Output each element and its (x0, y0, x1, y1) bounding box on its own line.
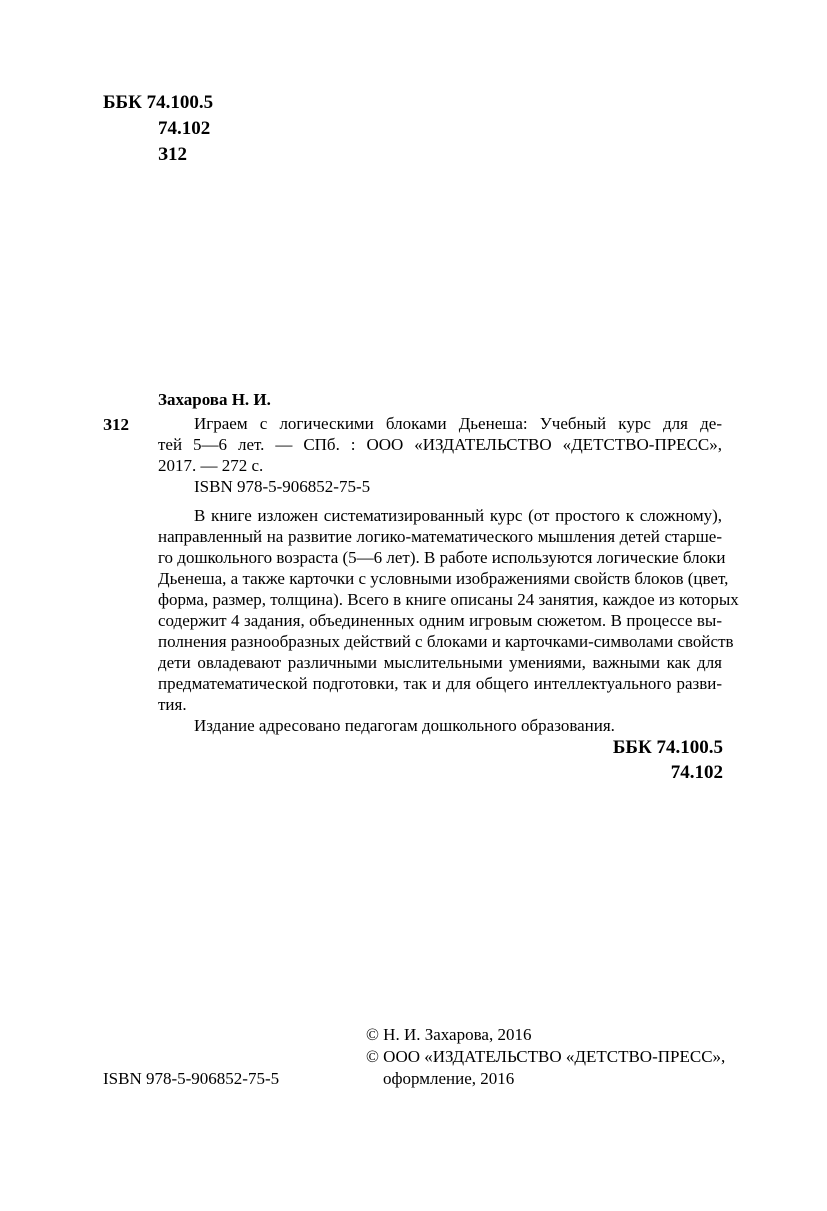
annotation-line: дети овладевают различными мыслительными умениями, важными как для (158, 653, 722, 672)
audience-line: Издание адресовано педагогам дошкольного образования. (194, 716, 615, 735)
annotation-line: тия. (158, 695, 187, 714)
title-line: 2017. — 272 с. (158, 456, 264, 475)
bbk-code-main-bottom: ББК 74.100.5 (612, 737, 723, 758)
author-sign-top: З12 (158, 144, 188, 165)
bbk-code-main: ББК 74.100.5 (103, 92, 214, 113)
title-line: тей 5—6 лет. — СПб. : ООО «ИЗДАТЕЛЬСТВО «ДЕТСТВО-ПРЕСС», (158, 435, 722, 454)
isbn-bottom: ISBN 978-5-906852-75-5 (103, 1069, 280, 1088)
title-line: Играем с логическими блоками Дьенеша: Учебный курс для де- (194, 414, 722, 433)
annotation-line: направленный на развитие логико-математического мышления детей старше- (158, 527, 722, 546)
annotation-line: го дошкольного возраста (5—6 лет). В работе используются логические блоки (158, 548, 726, 567)
bibliographic-title (158, 413, 722, 497)
annotation-line: полнения разнообразных действий с блоками и карточками-символами свойств (158, 632, 734, 651)
author-name: Захарова Н. И. (158, 390, 271, 409)
annotation-line: Дьенеша, а также карточки с условными изображениями свойств блоков (цвет, (158, 569, 729, 588)
annotation-line: предматематической подготовки, так и для общего интеллектуального разви- (158, 674, 722, 693)
copyright-publisher: © ООО «ИЗДАТЕЛЬСТВО «ДЕТСТВО-ПРЕСС», (366, 1047, 726, 1066)
annotation-line: В книге изложен систематизированный курс (от простого к сложному), (194, 506, 722, 525)
annotation-line: форма, размер, толщина). Всего в книге описаны 24 занятия, каждое из которых (158, 590, 739, 609)
annotation (158, 505, 739, 736)
author-sign: З12 (103, 415, 129, 434)
annotation-line: содержит 4 задания, объединенных одним игровым сюжетом. В процессе вы- (158, 611, 722, 630)
bbk-code-secondary-bottom: 74.102 (670, 762, 723, 783)
copyright-author: © Н. И. Захарова, 2016 (366, 1025, 532, 1044)
bbk-code-secondary: 74.102 (158, 118, 211, 139)
copyright-design: оформление, 2016 (383, 1069, 515, 1088)
isbn-line: ISBN 978-5-906852-75-5 (194, 477, 371, 496)
